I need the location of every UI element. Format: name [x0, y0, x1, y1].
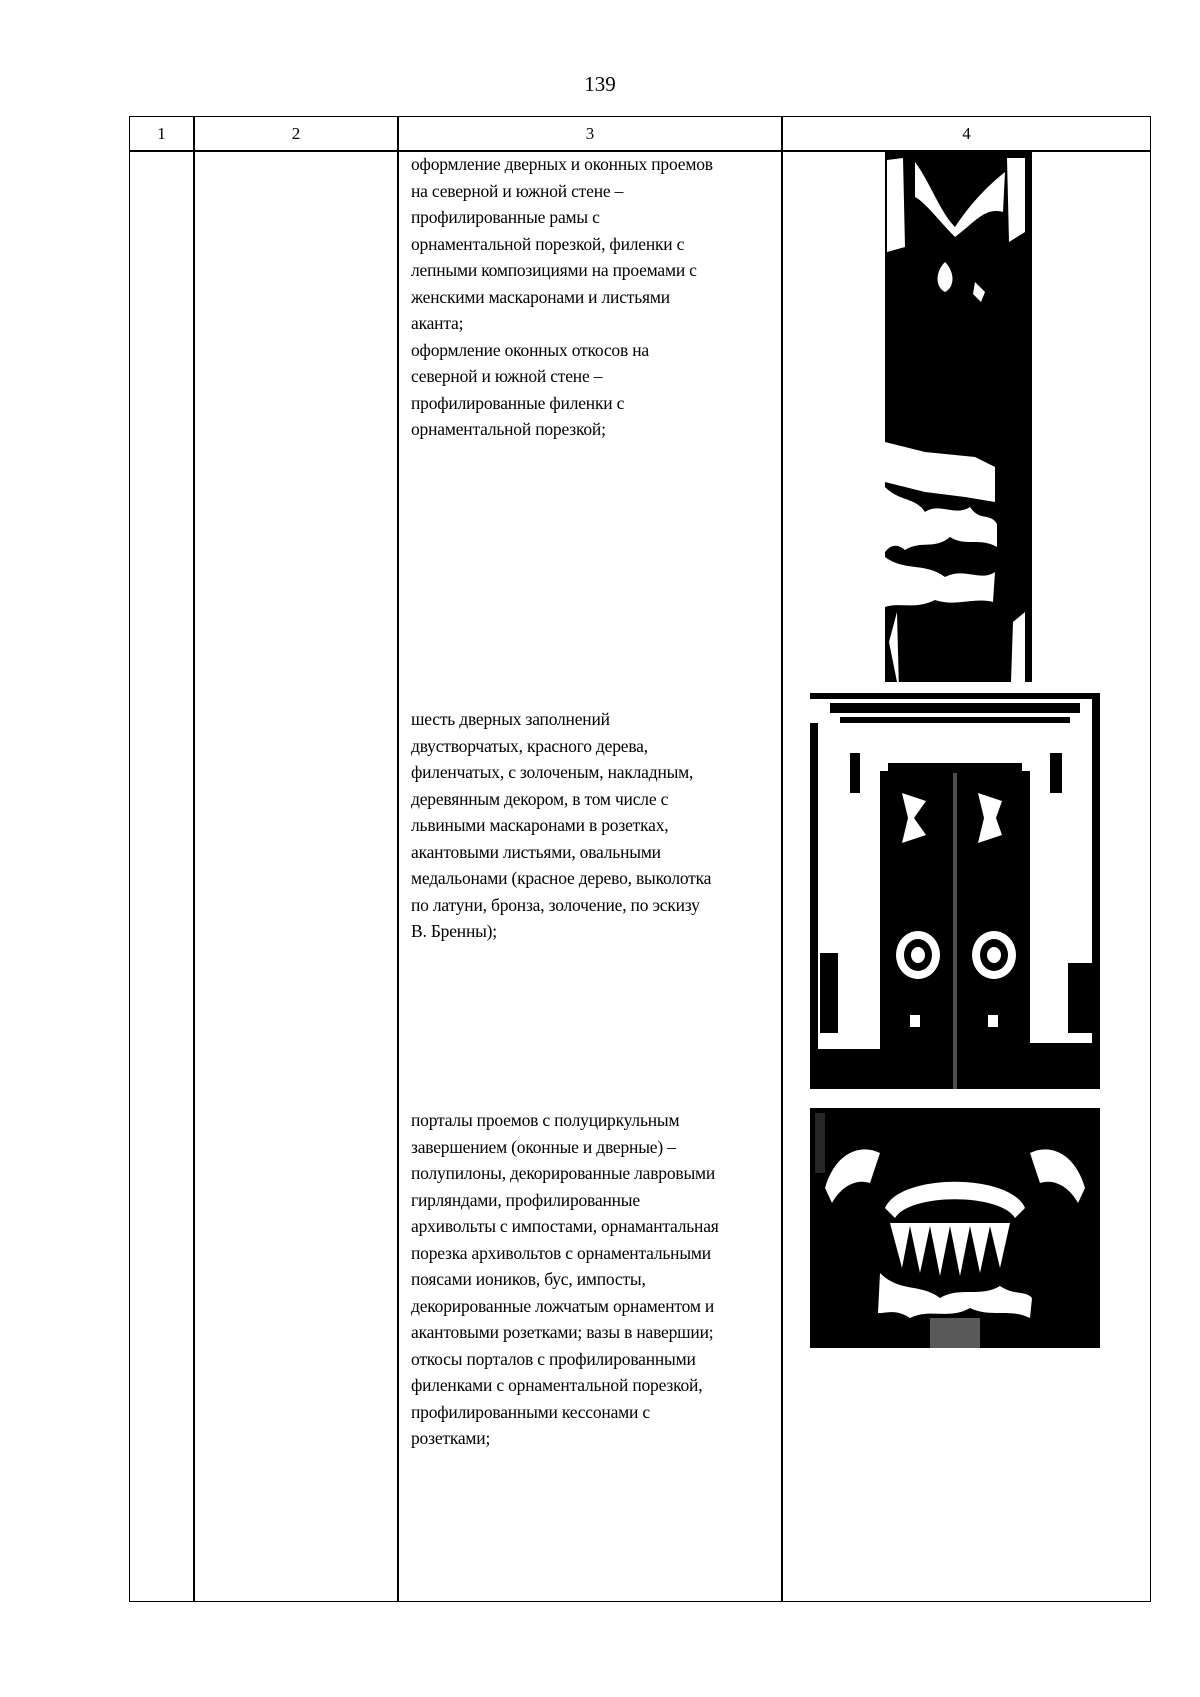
text-line: поясами иоников, бус, импосты,	[411, 1269, 646, 1289]
text-line: профилированными кессонами с	[411, 1401, 650, 1422]
window-drapery-photo	[885, 152, 1032, 682]
column-header-1: 1	[157, 124, 166, 143]
text-line: филенчатых, с золоченым, накладным,	[411, 762, 694, 782]
page-number: 139	[584, 72, 616, 96]
text-line: декорированные ложчатым орнаментом и	[411, 1295, 715, 1316]
text-line: акантовыми листьями, овальными	[411, 841, 661, 862]
text-line: порезка архивольтов с орнаментальными	[411, 1242, 711, 1263]
text-line: орнаментальной порезкой, филенки с	[411, 233, 685, 254]
text-line: шесть дверных заполнений	[411, 709, 610, 729]
text-line: лепными композициями на проемами с	[411, 260, 697, 280]
description-window-decor	[411, 151, 783, 443]
text-line: филенками с орнаментальной порезкой,	[411, 1375, 703, 1395]
text-line: профилированные филенки с	[411, 392, 625, 413]
text-line: порталы проемов с полуциркульным	[411, 1110, 680, 1130]
column-divider	[193, 116, 195, 1602]
text-line: откосы порталов с профилированными	[411, 1348, 696, 1369]
text-line: медальонами (красное дерево, выколотка	[411, 868, 712, 888]
text-line: гирляндами, профилированные	[411, 1189, 640, 1210]
text-line: на северной и южной стене –	[411, 180, 624, 201]
text-line: оформление дверных и оконных проемов	[411, 154, 713, 174]
text-line: львиными маскаронами в розетках,	[411, 815, 669, 835]
column-header-4: 4	[962, 124, 971, 143]
text-line: по латуни, бронза, золочение, по эскизу	[411, 894, 700, 915]
text-line: полупилоны, декорированные лавровыми	[411, 1163, 716, 1183]
text-line: орнаментальной порезкой;	[411, 419, 606, 439]
text-line: завершением (оконные и дверные) –	[411, 1136, 676, 1157]
text-line: женскими маскаронами и листьями	[411, 286, 670, 307]
arched-portal-photo	[810, 1108, 1100, 1348]
text-line: оформление оконных откосов на	[411, 339, 649, 360]
text-line: профилированные рамы с	[411, 207, 600, 227]
text-line: розетками;	[411, 1428, 491, 1448]
description-portals	[411, 1107, 783, 1452]
text-line: северной и южной стене –	[411, 366, 603, 386]
text-line: акантовыми розетками; вазы в навершии;	[411, 1322, 714, 1342]
description-door-fillings	[411, 706, 783, 945]
text-line: В. Бренны);	[411, 921, 497, 941]
column-header-3: 3	[585, 124, 595, 143]
text-line: архивольты с импостами, орнамантальная	[411, 1216, 719, 1236]
text-line: деревянным декором, в том числе с	[411, 788, 669, 809]
column-header-2: 2	[291, 124, 301, 143]
column-divider	[397, 116, 399, 1602]
text-line: аканта;	[411, 313, 464, 333]
double-door-photo	[810, 693, 1100, 1089]
text-line: двустворчатых, красного дерева,	[411, 735, 648, 756]
